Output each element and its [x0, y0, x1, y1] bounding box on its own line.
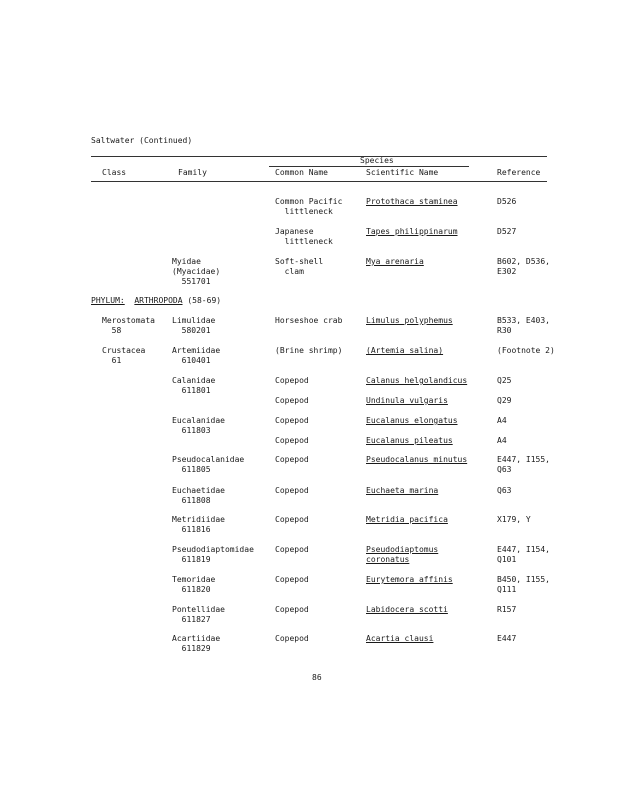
- common-name-cell: (Brine shrimp): [275, 346, 343, 355]
- phylum-line: [91, 296, 221, 306]
- common-name-cell: Copepod: [275, 545, 309, 554]
- common-name-cell: Copepod: [275, 634, 309, 643]
- scientific-name-cell: Pseudodiaptomus coronatus: [366, 545, 439, 564]
- common-name-cell: Copepod: [275, 515, 309, 524]
- family-cell: Temoridae 611820: [172, 575, 216, 594]
- scientific-name-cell: Tapes philippinarum: [366, 227, 458, 236]
- reference-cell: Q63: [497, 486, 512, 495]
- reference-cell: A4: [497, 416, 507, 425]
- common-name-cell: Horseshoe crab: [275, 316, 343, 325]
- common-name-cell: Soft-shell clam: [275, 257, 324, 276]
- scientific-name-cell: Pseudocalanus minutus: [366, 455, 468, 464]
- scientific-name-cell: Limulus polyphemus: [366, 316, 453, 325]
- scientific-name-cell: Acartia clausi: [366, 634, 434, 643]
- family-cell: Myidae (Myacidae) 551701: [172, 257, 221, 286]
- reference-cell: E447: [497, 634, 517, 643]
- reference-cell: A4: [497, 436, 507, 445]
- header-class: Class: [102, 168, 127, 177]
- scientific-name-cell: Mya arenaria: [366, 257, 424, 266]
- scientific-name-cell: Eurytemora affinis: [366, 575, 453, 584]
- page-number: 86: [312, 673, 322, 682]
- header-rule-bottom: [91, 181, 547, 182]
- family-cell: Metridiidae 611816: [172, 515, 225, 534]
- common-name-cell: Copepod: [275, 416, 309, 425]
- header-reference: Reference: [497, 168, 541, 177]
- reference-cell: D526: [497, 197, 517, 206]
- reference-cell: X179, Y: [497, 515, 531, 524]
- scientific-name-cell: Eucalanus elongatus: [366, 416, 458, 425]
- phylum-name: ARTHROPODA: [134, 296, 183, 305]
- common-name-cell: Copepod: [275, 486, 309, 495]
- family-cell: Acartiidae 611829: [172, 634, 221, 653]
- species-rule: [269, 166, 469, 167]
- phylum-range: (58-69): [187, 296, 222, 305]
- family-cell: Pontellidae 611827: [172, 605, 225, 624]
- scientific-name-cell: Undinula vulgaris: [366, 396, 448, 405]
- scientific-name-cell: Calanus helgolandicus: [366, 376, 468, 385]
- scientific-name-cell: Eucalanus pileatus: [366, 436, 453, 445]
- family-cell: Pseudocalanidae 611805: [172, 455, 245, 474]
- scientific-name-cell: Labidocera scotti: [366, 605, 448, 614]
- scientific-name-cell: Metridia pacifica: [366, 515, 448, 524]
- common-name-cell: Copepod: [275, 605, 309, 614]
- scientific-name-cell: Protothaca staminea: [366, 197, 458, 206]
- reference-cell: (Footnote 2): [497, 346, 555, 355]
- reference-cell: R157: [497, 605, 517, 614]
- family-cell: Pseudodiaptomidae 611819: [172, 545, 254, 564]
- common-name-cell: Japanese littleneck: [275, 227, 333, 246]
- reference-cell: B602, D536, E302: [497, 257, 550, 276]
- phylum-label: PHYLUM:: [91, 296, 125, 305]
- reference-cell: B533, E403, R30: [497, 316, 550, 335]
- section-title: Saltwater (Continued): [91, 136, 193, 145]
- header-scientific-name: Scientific Name: [366, 168, 439, 177]
- common-name-cell: Copepod: [275, 575, 309, 584]
- common-name-cell: Copepod: [275, 396, 309, 405]
- header-family: Family: [178, 168, 207, 177]
- reference-cell: B450, I155, Q111: [497, 575, 550, 594]
- family-cell: Eucalanidae 611803: [172, 416, 225, 435]
- family-cell: Limulidae 580201: [172, 316, 216, 335]
- common-name-cell: Copepod: [275, 455, 309, 464]
- common-name-cell: Copepod: [275, 436, 309, 445]
- family-cell: Artemiidae 610401: [172, 346, 221, 365]
- class-cell: Crustacea 61: [102, 346, 146, 365]
- family-cell: Euchaetidae 611808: [172, 486, 225, 505]
- reference-cell: D527: [497, 227, 517, 236]
- scientific-name-cell: Euchaeta marina: [366, 486, 439, 495]
- reference-cell: Q29: [497, 396, 512, 405]
- header-species: Species: [360, 156, 394, 165]
- common-name-cell: Copepod: [275, 376, 309, 385]
- reference-cell: E447, I154, Q101: [497, 545, 550, 564]
- reference-cell: E447, I155, Q63: [497, 455, 550, 474]
- class-cell: Merostomata 58: [102, 316, 155, 335]
- header-rule-top: [91, 156, 547, 157]
- header-common-name: Common Name: [275, 168, 328, 177]
- reference-cell: Q25: [497, 376, 512, 385]
- family-cell: Calanidae 611801: [172, 376, 216, 395]
- scientific-name-cell: (Artemia salina): [366, 346, 444, 355]
- common-name-cell: Common Pacific littleneck: [275, 197, 343, 216]
